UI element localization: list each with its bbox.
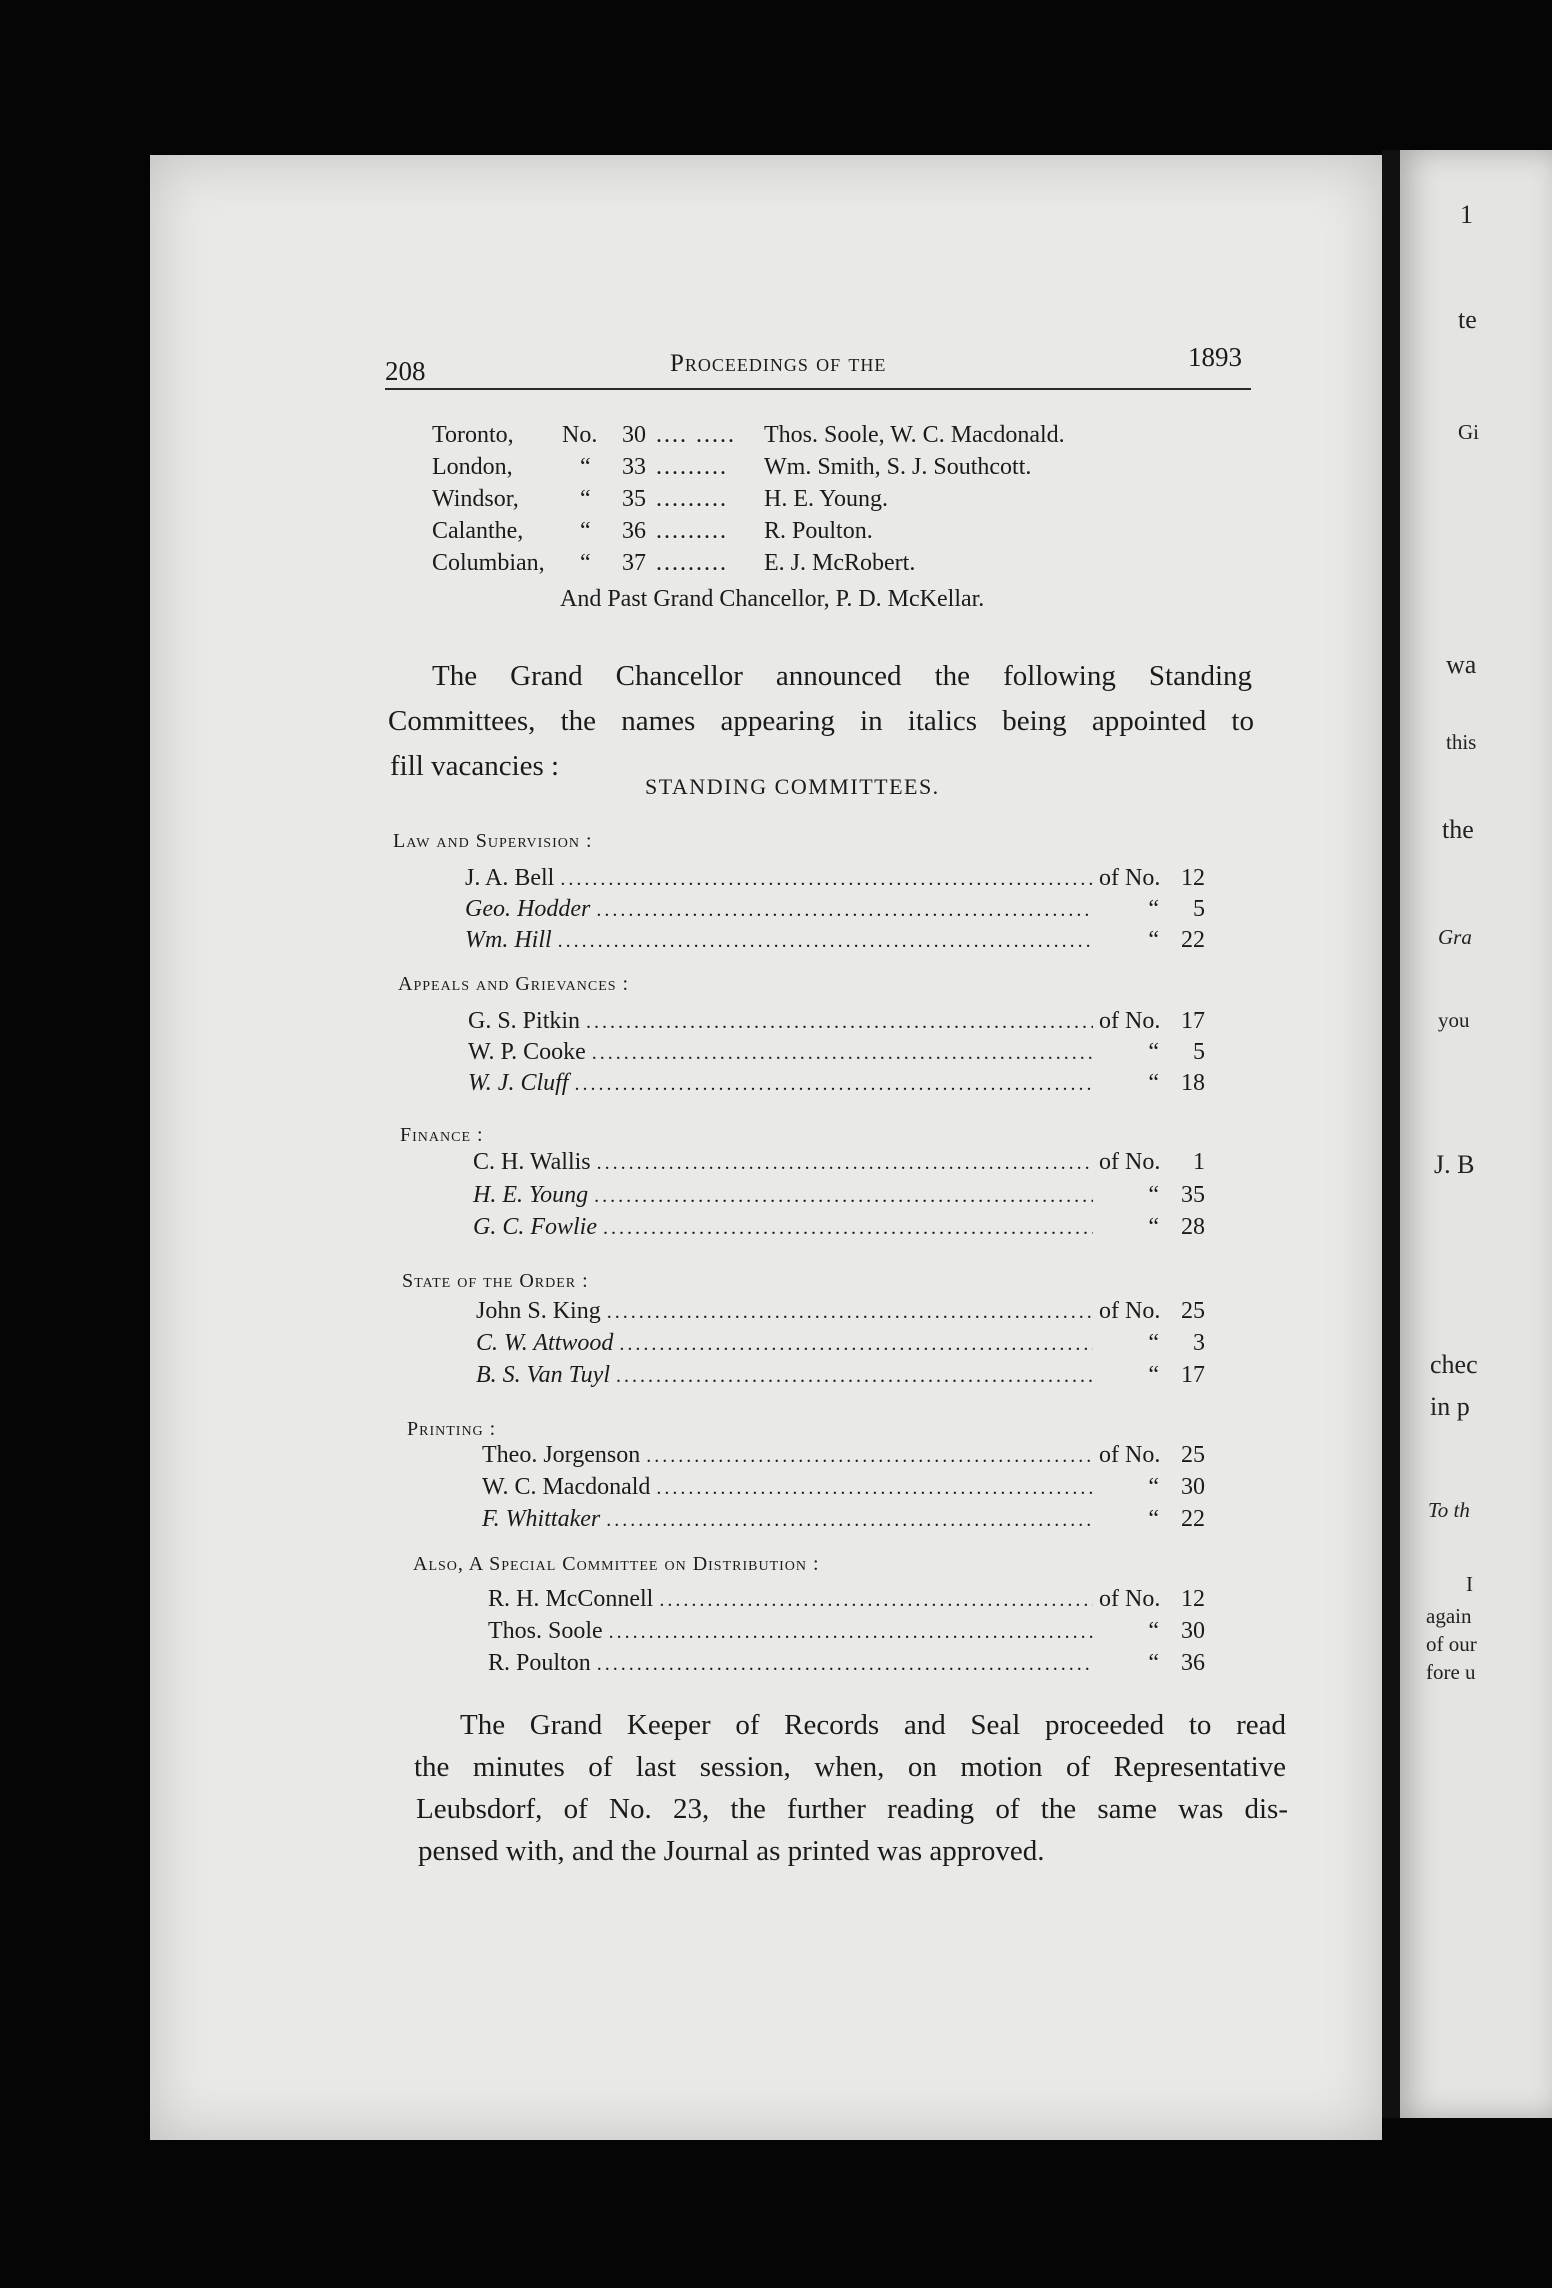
- rep-names: E. J. McRobert.: [764, 550, 916, 576]
- facing-page-text: Gi: [1458, 420, 1479, 444]
- rep-no-label: No.: [562, 422, 598, 448]
- page-year: 1893: [1188, 342, 1242, 372]
- leader-dots: [574, 1073, 1093, 1096]
- intro-line: The Grand Chancellor announced the following Standing: [432, 660, 1252, 692]
- intro-line: Committees, the names appearing in italics being appointed to: [388, 705, 1254, 737]
- member-name: Thos. Soole: [488, 1618, 603, 1644]
- lodge-number: 30: [1181, 1618, 1205, 1644]
- committee-member-row: [482, 1506, 1205, 1533]
- lodge-number: 18: [1181, 1070, 1205, 1096]
- lodge-prefix: “: [1148, 1618, 1159, 1644]
- rep-lodge-number: 36: [622, 518, 646, 544]
- leader-dots: [616, 1365, 1093, 1388]
- committee-member-row: [468, 1039, 1205, 1066]
- committee-member-row: [468, 1008, 1205, 1035]
- committee-member-row: [465, 865, 1205, 892]
- facing-page-text: 1: [1460, 200, 1473, 229]
- leader-dots: [592, 1042, 1093, 1065]
- leader-dots: [607, 1301, 1093, 1324]
- past-chancellor: And Past Grand Chancellor, P. D. McKellar.: [560, 586, 985, 612]
- member-name: G. C. Fowlie: [473, 1214, 597, 1240]
- committee-member-row: [488, 1586, 1205, 1613]
- member-name: B. S. Van Tuyl: [476, 1362, 611, 1388]
- member-name: F. Whittaker: [482, 1506, 601, 1532]
- facing-page-text: this: [1446, 730, 1477, 754]
- facing-page-text: chec: [1430, 1350, 1478, 1379]
- book-page-right-partial: [1400, 150, 1552, 2118]
- committee-member-row: [465, 896, 1205, 923]
- member-lodge: [1099, 1070, 1205, 1097]
- lodge-number: 5: [1193, 896, 1205, 922]
- member-name: R. Poulton: [488, 1650, 591, 1676]
- member-lodge: [1099, 1214, 1205, 1241]
- leader-dots: [560, 868, 1093, 891]
- rep-lodge-number: 35: [622, 486, 646, 512]
- member-lodge: [1099, 896, 1205, 923]
- rep-lodge-number: 33: [622, 454, 646, 480]
- member-name: R. H. McConnell: [488, 1586, 654, 1612]
- rep-lodge: Toronto,: [432, 422, 514, 448]
- rep-lodge: Columbian,: [432, 550, 545, 576]
- rep-names: R. Poulton.: [764, 518, 873, 544]
- rep-lodge: Calanthe,: [432, 518, 524, 544]
- lodge-prefix: of No.: [1099, 865, 1161, 891]
- closing-line: the minutes of last session, when, on motion of Representative: [414, 1751, 1286, 1783]
- lodge-number: 3: [1193, 1330, 1205, 1356]
- lodge-prefix: “: [1148, 1330, 1159, 1356]
- facing-page-text: you: [1438, 1008, 1470, 1032]
- lodge-prefix: “: [1148, 1214, 1159, 1240]
- lodge-number: 22: [1181, 927, 1205, 953]
- lodge-number: 12: [1181, 865, 1205, 891]
- facing-page-text: in p: [1430, 1392, 1470, 1421]
- member-name: W. P. Cooke: [468, 1039, 586, 1065]
- lodge-number: 30: [1181, 1474, 1205, 1500]
- page-number: 208: [385, 356, 426, 386]
- committee-member-row: [473, 1182, 1205, 1209]
- member-lodge: [1099, 927, 1205, 954]
- rep-lodge: Windsor,: [432, 486, 519, 512]
- lodge-number: 28: [1181, 1214, 1205, 1240]
- committee-heading: Finance :: [400, 1124, 484, 1146]
- lodge-prefix: “: [1148, 1070, 1159, 1096]
- facing-page-text: I: [1466, 1572, 1473, 1596]
- committee-member-row: [473, 1214, 1205, 1241]
- committee-member-row: [465, 927, 1205, 954]
- intro-line: fill vacancies :: [390, 750, 560, 782]
- committee-member-row: [476, 1362, 1205, 1389]
- lodge-prefix: of No.: [1099, 1008, 1161, 1034]
- leader-dots: [586, 1011, 1093, 1034]
- leader-dots: [603, 1217, 1093, 1240]
- lodge-number: 25: [1181, 1298, 1205, 1324]
- rep-lodge-number: 37: [622, 550, 646, 576]
- committee-heading: Printing :: [407, 1418, 497, 1440]
- leader-dots: [596, 899, 1093, 922]
- lodge-prefix: “: [1148, 896, 1159, 922]
- facing-page-text: To th: [1428, 1498, 1470, 1522]
- closing-line: The Grand Keeper of Records and Seal proceeded to read: [460, 1709, 1286, 1741]
- lodge-prefix: “: [1148, 1362, 1159, 1388]
- rep-dots: .........: [656, 550, 728, 576]
- lodge-number: 17: [1181, 1008, 1205, 1034]
- rep-names: Wm. Smith, S. J. Southcott.: [764, 454, 1032, 480]
- leader-dots: [609, 1621, 1093, 1644]
- rep-dots: .... .....: [656, 422, 736, 448]
- committee-heading: Law and Supervision :: [393, 830, 593, 852]
- member-lodge: [1099, 1618, 1205, 1645]
- leader-dots: [597, 1152, 1093, 1175]
- member-lodge: [1099, 1586, 1205, 1613]
- member-lodge: [1099, 1149, 1205, 1176]
- lodge-prefix: of No.: [1099, 1442, 1161, 1468]
- facing-page-text: J. B: [1434, 1150, 1475, 1179]
- lodge-prefix: “: [1148, 1474, 1159, 1500]
- member-lodge: [1099, 1442, 1205, 1469]
- committee-member-row: [488, 1618, 1205, 1645]
- rep-lodge: London,: [432, 454, 513, 480]
- leader-dots: [594, 1185, 1093, 1208]
- facing-page-text: fore u: [1426, 1660, 1476, 1684]
- member-name: J. A. Bell: [465, 865, 555, 891]
- member-name: G. S. Pitkin: [468, 1008, 581, 1034]
- member-name: Theo. Jorgenson: [482, 1442, 641, 1468]
- member-lodge: [1099, 1008, 1205, 1035]
- header-rule: [385, 388, 1251, 390]
- lodge-number: 1: [1193, 1149, 1205, 1175]
- rep-no-label: “: [580, 454, 591, 480]
- lodge-prefix: of No.: [1099, 1149, 1161, 1175]
- lodge-number: 35: [1181, 1182, 1205, 1208]
- member-lodge: [1099, 1362, 1205, 1389]
- committee-member-row: [482, 1474, 1205, 1501]
- leader-dots: [597, 1653, 1093, 1676]
- leader-dots: [558, 930, 1093, 953]
- leader-dots: [646, 1445, 1093, 1468]
- committee-member-row: [482, 1442, 1205, 1469]
- facing-page-text: of our: [1426, 1632, 1477, 1656]
- leader-dots: [656, 1477, 1093, 1500]
- member-name: W. J. Cluff: [468, 1070, 569, 1096]
- lodge-prefix: “: [1148, 1650, 1159, 1676]
- facing-page-text: the: [1442, 815, 1474, 844]
- leader-dots: [619, 1333, 1093, 1356]
- member-name: H. E. Young: [473, 1182, 589, 1208]
- lodge-number: 17: [1181, 1362, 1205, 1388]
- facing-page-text: wa: [1446, 650, 1477, 679]
- book-gutter: [1382, 150, 1402, 2118]
- lodge-number: 5: [1193, 1039, 1205, 1065]
- facing-page-text: te: [1458, 305, 1477, 334]
- committee-heading: State of the Order :: [402, 1270, 589, 1292]
- lodge-prefix: “: [1148, 1506, 1159, 1532]
- member-lodge: [1099, 1182, 1205, 1209]
- facing-page-text: Gra: [1438, 925, 1472, 949]
- rep-dots: .........: [656, 486, 728, 512]
- member-lodge: [1099, 1330, 1205, 1357]
- member-name: W. C. Macdonald: [482, 1474, 651, 1500]
- committee-heading: Also, A Special Committee on Distribution :: [413, 1553, 820, 1575]
- committee-member-row: [468, 1070, 1205, 1097]
- rep-no-label: “: [580, 550, 591, 576]
- member-lodge: [1099, 1506, 1205, 1533]
- lodge-prefix: “: [1148, 927, 1159, 953]
- member-lodge: [1099, 1039, 1205, 1066]
- committee-member-row: [473, 1149, 1205, 1176]
- facing-page-text: again: [1426, 1604, 1472, 1628]
- member-name: Wm. Hill: [465, 927, 552, 953]
- member-lodge: [1099, 1474, 1205, 1501]
- lodge-prefix: of No.: [1099, 1586, 1161, 1612]
- member-name: Geo. Hodder: [465, 896, 591, 922]
- lodge-prefix: of No.: [1099, 1298, 1161, 1324]
- leader-dots: [659, 1589, 1093, 1612]
- lodge-number: 12: [1181, 1586, 1205, 1612]
- lodge-prefix: “: [1148, 1039, 1159, 1065]
- lodge-number: 36: [1181, 1650, 1205, 1676]
- member-name: C. H. Wallis: [473, 1149, 591, 1175]
- member-lodge: [1099, 1298, 1205, 1325]
- rep-lodge-number: 30: [622, 422, 646, 448]
- committee-member-row: [476, 1330, 1205, 1357]
- lodge-number: 22: [1181, 1506, 1205, 1532]
- committee-heading: Appeals and Grievances :: [398, 973, 630, 995]
- closing-line: Leubsdorf, of No. 23, the further reading of the same was dis-: [416, 1793, 1288, 1825]
- rep-names: H. E. Young.: [764, 486, 889, 512]
- rep-names: Thos. Soole, W. C. Macdonald.: [764, 422, 1065, 448]
- rep-dots: .........: [656, 454, 728, 480]
- rep-dots: .........: [656, 518, 728, 544]
- member-lodge: [1099, 865, 1205, 892]
- leader-dots: [606, 1509, 1093, 1532]
- member-lodge: [1099, 1650, 1205, 1677]
- lodge-number: 25: [1181, 1442, 1205, 1468]
- section-title: STANDING COMMITTEES.: [645, 774, 940, 799]
- rep-no-label: “: [580, 518, 591, 544]
- closing-line: pensed with, and the Journal as printed was approved.: [418, 1835, 1045, 1867]
- member-name: John S. King: [476, 1298, 601, 1324]
- committee-member-row: [476, 1298, 1205, 1325]
- lodge-prefix: “: [1148, 1182, 1159, 1208]
- rep-no-label: “: [580, 486, 591, 512]
- member-name: C. W. Attwood: [476, 1330, 614, 1356]
- committee-member-row: [488, 1650, 1205, 1677]
- running-title: Proceedings of the: [670, 350, 887, 377]
